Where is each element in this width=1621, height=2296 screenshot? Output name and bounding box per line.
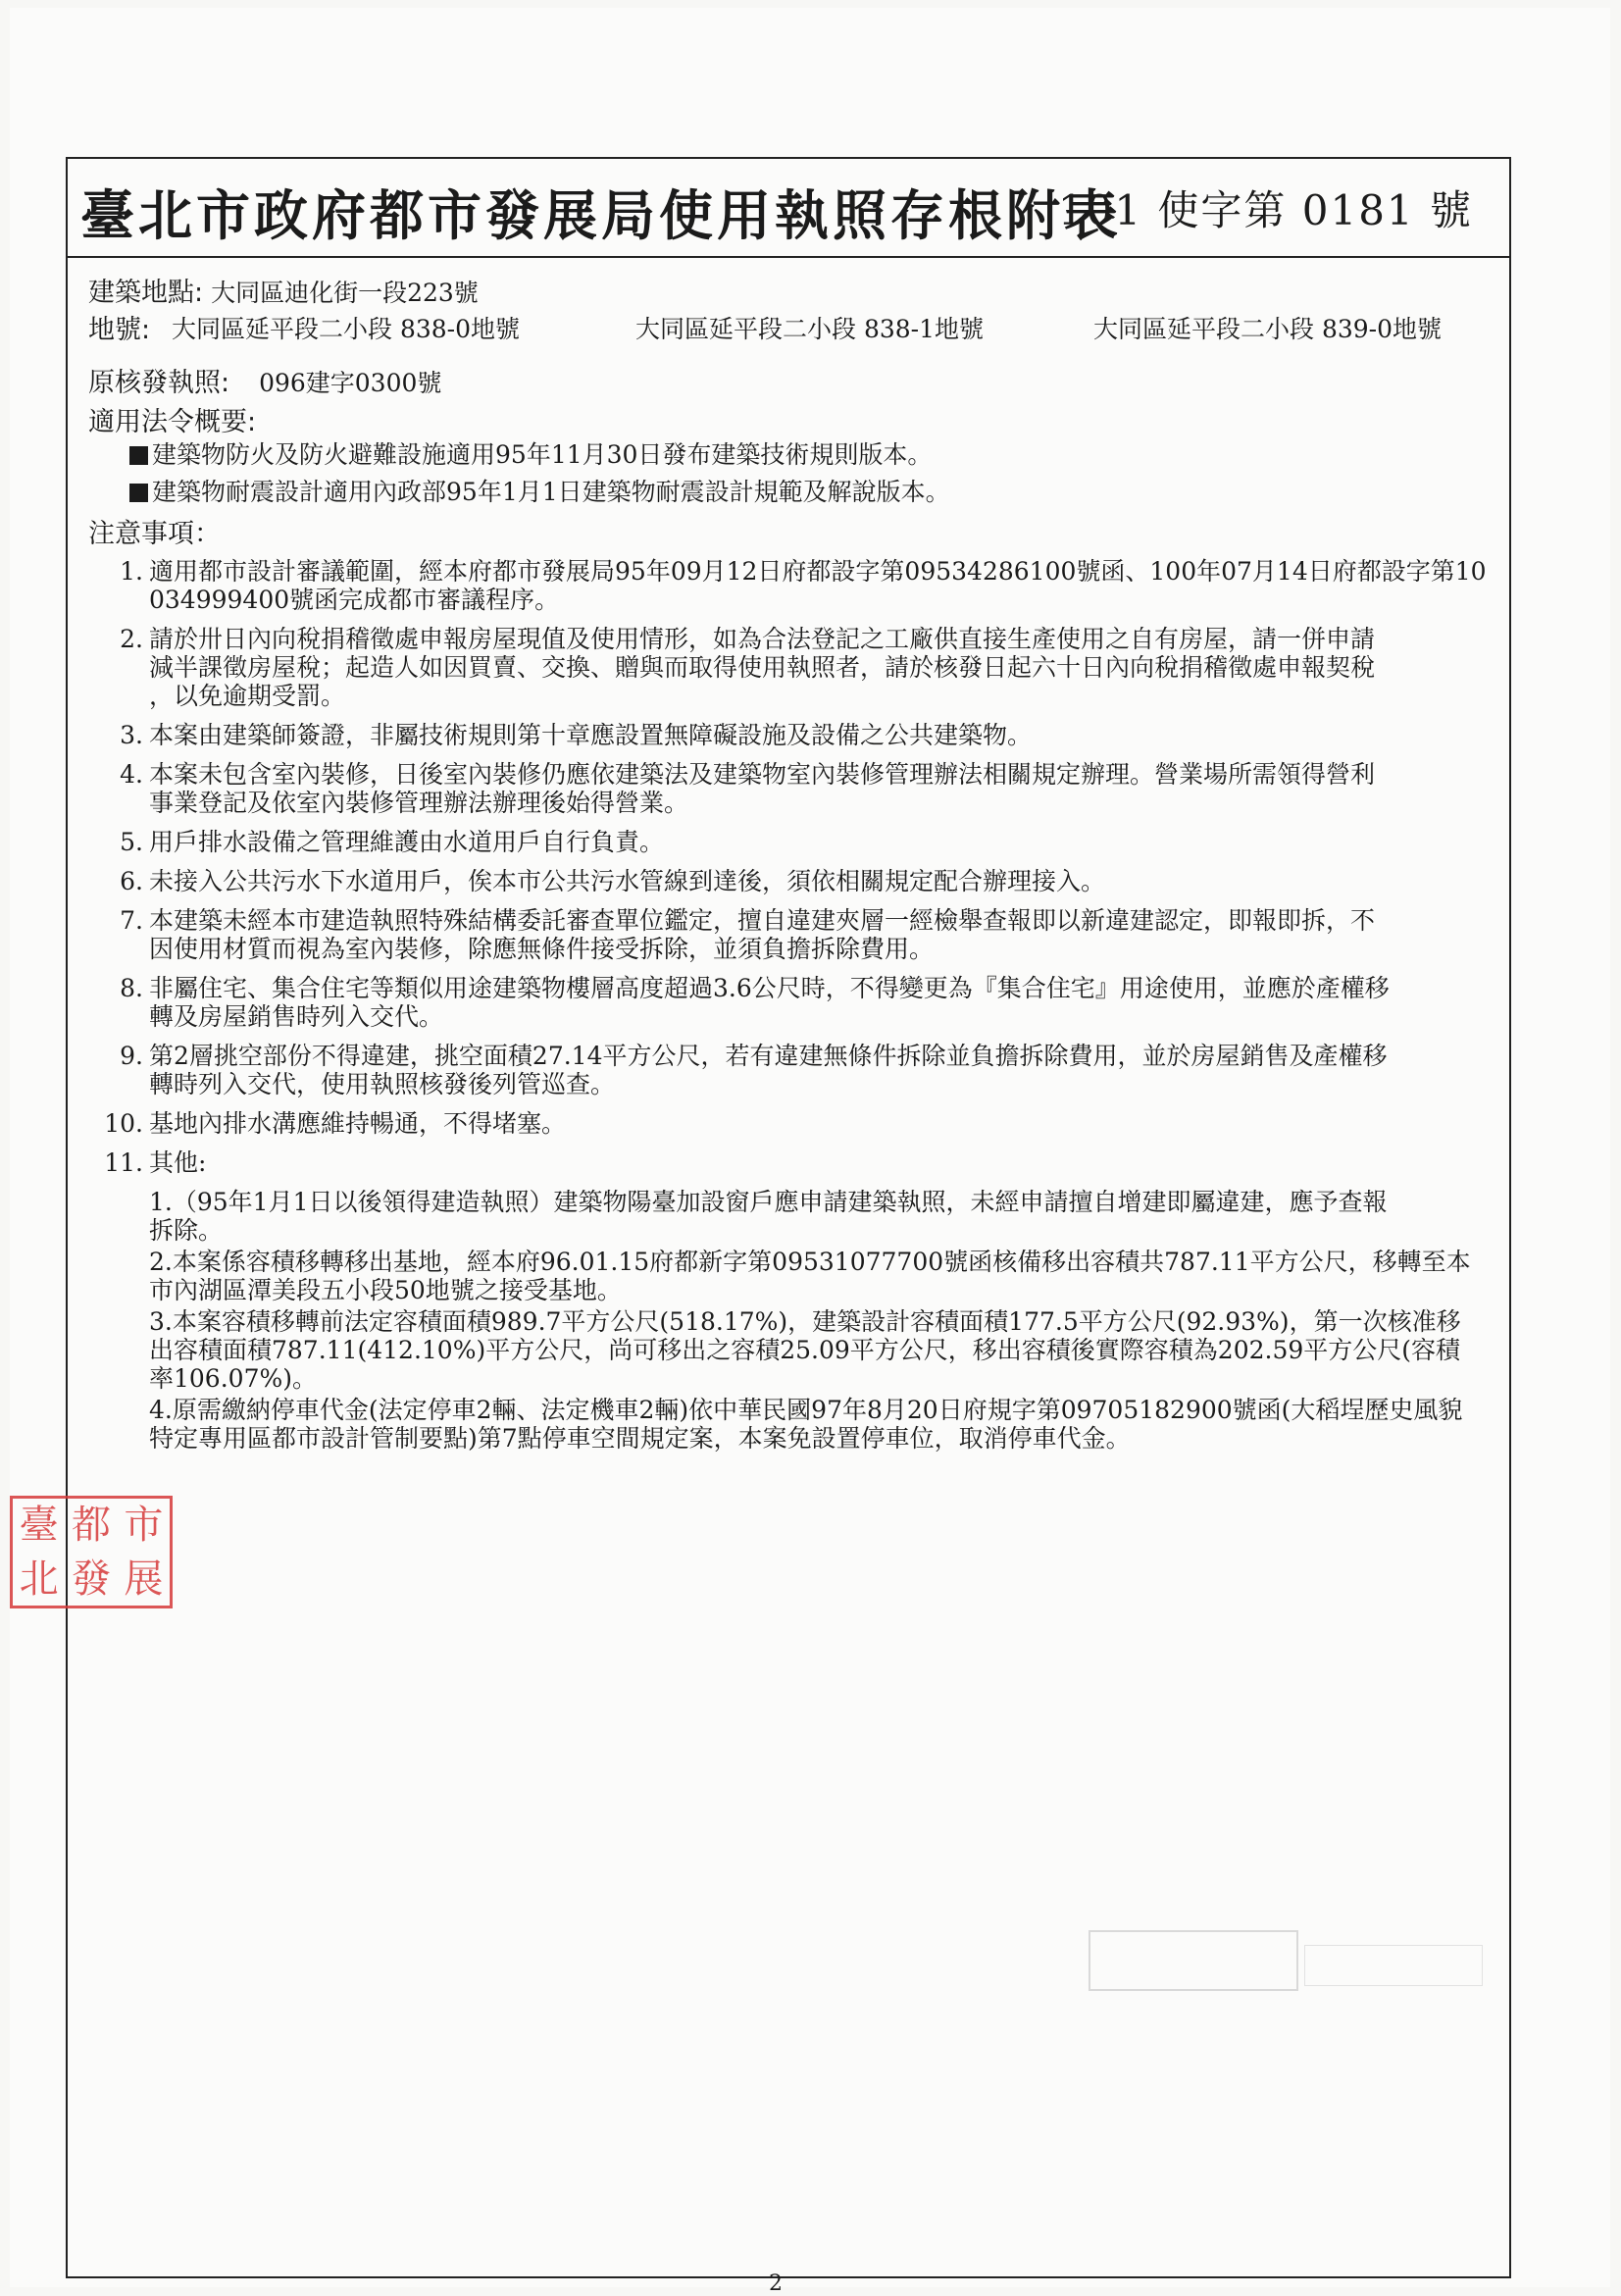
note-text: 本案由建築師簽證，非屬技術規則第十章應設置無障礙設施及設備之公共建築物。 (149, 721, 1033, 749)
square-bullet-icon (129, 446, 148, 465)
sub-note-item: 3.本案容積移轉前法定容積面積989.7平方公尺(518.17%)，建築設計容積面積177.5平方公尺(92.93%)，第一次核准移 出容積面積787.11(412.10%)平方公尺，尚可移出之容積25.09平方公尺，移出容積後實際容積為202.59平方公尺(容積 率106.07%)。 (149, 1307, 1461, 1393)
note-item (100, 557, 1502, 614)
note-item (100, 1042, 1502, 1098)
original-permit-label: 原核發執照: (88, 368, 230, 398)
permit-number: 101 使字第 0181 號 (1057, 186, 1473, 234)
note-number: 2. (120, 625, 143, 653)
note-number: 9. (120, 1042, 143, 1070)
law-item-2 (129, 473, 950, 508)
original-permit-row (88, 361, 441, 399)
note-item (100, 1109, 1502, 1138)
note-number: 1. (120, 557, 143, 586)
note-item (100, 867, 1502, 895)
note-number: 7. (120, 906, 143, 935)
lot-number-2: 大同區延平段二小段 838-1地號 (635, 315, 985, 343)
lot-number-3: 大同區延平段二小段 839-0地號 (1093, 315, 1443, 343)
seal-char: 都 (71, 1503, 111, 1549)
note-item (100, 906, 1502, 963)
document-sheet (10, 8, 1610, 2296)
sub-note-item: 2.本案係容積移轉移出基地，經本府96.01.15府都新字第09531077700號函核備移出容積共787.11平方公尺，移轉至本 市內湖區潭美段五小段50地號之接受基地。 (149, 1248, 1471, 1304)
note-text: 用戶排水設備之管理維護由水道用戶自行負責。 (149, 828, 665, 856)
header-divider (66, 256, 1511, 258)
law-item-text: 建築物耐震設計適用內政部95年1月1日建築物耐震設計規範及解說版本。 (152, 478, 950, 506)
law-item-1 (129, 435, 932, 471)
note-item (100, 828, 1502, 856)
note-number: 11. (104, 1148, 143, 1177)
lot-number-1: 大同區延平段二小段 838-0地號 (172, 315, 521, 343)
original-permit-value: 096建字0300號 (259, 369, 442, 397)
site-label: 建築地點: (88, 278, 204, 308)
square-bullet-icon (129, 484, 148, 502)
note-text: 第2層挑空部份不得違建，挑空面積27.14平方公尺，若有違建無條件拆除並負擔拆除費用，並於房屋銷售及產權移 轉時列入交代，使用執照核發後列管巡查。 (149, 1042, 1388, 1098)
note-number: 5. (120, 828, 143, 856)
note-number: 6. (120, 867, 143, 895)
note-item (100, 760, 1502, 817)
note-number: 3. (120, 721, 143, 749)
law-heading (88, 400, 256, 438)
seal-char: 市 (124, 1503, 164, 1549)
notes-heading (88, 512, 221, 550)
site-row (88, 271, 479, 309)
note-text: 其他: (149, 1148, 207, 1177)
note-item (100, 721, 1502, 749)
document-title: 臺北市政府都市發展局使用執照存根附表 (80, 183, 1123, 247)
note-number: 10. (104, 1109, 143, 1138)
note-text: 基地內排水溝應維持暢通，不得堵塞。 (149, 1109, 567, 1138)
official-seal-stamp (10, 1496, 173, 1608)
faint-stamp-mark (1304, 1945, 1483, 1986)
note-text: 本建築未經本市建造執照特殊結構委託審查單位鑑定，擅自違建夾層一經檢舉查報即以新違建認定，即報即拆，不 因使用材質而視為室內裝修，除應無條件接受拆除，並須負擔拆除費用。 (149, 906, 1376, 963)
lot-label: 地號: (88, 315, 151, 345)
note-item (100, 1148, 1502, 1177)
sub-note-item: 4.原需繳納停車代金(法定停車2輛、法定機車2輛)依中華民國97年8月20日府規字第09705182900號函(大稻埕歷史風貌 特定專用區都市設計管制要點)第7點停車空間規定案，本案免設置停車位，取消停車代金。 (149, 1396, 1463, 1453)
notes-heading-text: 注意事項： (88, 519, 221, 549)
note-number: 8. (120, 974, 143, 1002)
note-number: 4. (120, 760, 143, 789)
note-text: 適用都市設計審議範圍，經本府都市發展局95年09月12日府都設字第09534286100號函、100年07月14日府都設字第10 034999400號函完成都市審議程序。 (149, 557, 1487, 614)
seal-char: 發 (71, 1556, 111, 1602)
seal-char: 北 (19, 1556, 59, 1602)
seal-char: 臺 (19, 1503, 59, 1549)
law-label: 適用法令概要: (88, 407, 257, 437)
faint-stamp-mark (1089, 1930, 1298, 1991)
note-text: 未接入公共污水下水道用戶，俟本市公共污水管線到達後，須依相關規定配合辦理接入。 (149, 867, 1106, 895)
note-text: 非屬住宅、集合住宅等類似用途建築物樓層高度超過3.6公尺時，不得變更為『集合住宅』用途使用，並應於產權移 轉及房屋銷售時列入交代。 (149, 974, 1390, 1031)
law-item-text: 建築物防火及防火避難設施適用95年11月30日發布建築技術規則版本。 (152, 440, 933, 469)
notes-list (100, 557, 1502, 1455)
lot-row (88, 308, 1500, 346)
seal-char: 展 (124, 1556, 164, 1602)
note-text: 本案未包含室內裝修，日後室內裝修仍應依建築法及建築物室內裝修管理辦法相關規定辦理。營業場所需領得營利 事業登記及依室內裝修管理辦法辦理後始得營業。 (149, 760, 1376, 817)
site-value: 大同區迪化街一段223號 (211, 279, 479, 307)
page-number: 2 (769, 2271, 783, 2296)
note-item (100, 625, 1502, 710)
note-item (100, 974, 1502, 1031)
sub-note-item: 1.（95年1月1日以後領得建造執照）建築物陽臺加設窗戶應申請建築執照，未經申請擅自增建即屬違建，應予查報 拆除。 (149, 1188, 1388, 1245)
note-text: 請於卅日內向稅捐稽徵處申報房屋現值及使用情形，如為合法登記之工廠供直接生產使用之自有房屋，請一併申請 減半課徵房屋稅；起造人如因買賣、交換、贈與而取得使用執照者，請於核發日起六十日內向稅捐稽徵處申報契稅 ，以免逾期受罰。 (149, 625, 1376, 710)
